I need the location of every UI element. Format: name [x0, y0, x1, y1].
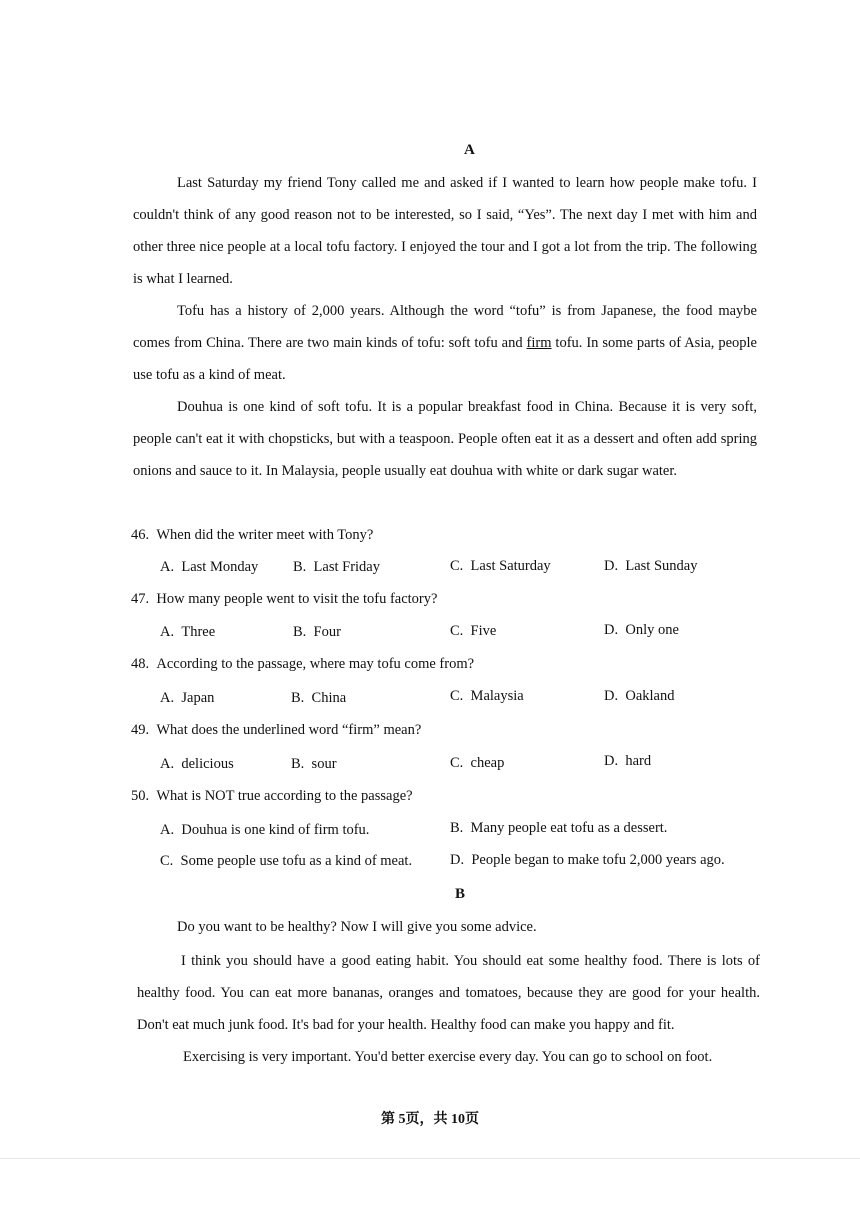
option-a: A. Last Monday [160, 559, 259, 575]
option-b: B. Four [293, 624, 341, 640]
option-d: D. Only one [604, 622, 679, 638]
question-number: 49. [131, 722, 150, 738]
option-c: C. Last Saturday [450, 558, 551, 574]
question-text: How many people went to visit the tofu factory? [156, 591, 438, 607]
question-text: According to the passage, where may tofu come from? [156, 656, 475, 672]
option-c: C. Five [450, 623, 497, 639]
option-a: A. Three [160, 624, 216, 640]
option-c: C. Malaysia [450, 688, 524, 704]
question-number: 47. [131, 591, 150, 607]
option-d: D. Oakland [604, 688, 675, 704]
option-a: A. delicious [160, 756, 234, 772]
passage-a-paragraph-3: Douhua is one kind of soft tofu. It is a popular breakfast food in China. Because it is very soft, people can't eat it with chopsticks, but with a teaspoon. People often eat it as a dessert and often add spring onions and sauce to it. In Malaysia, people usually eat douhua with white or dark sugar water. [133, 399, 757, 479]
bottom-divider [0, 1158, 860, 1159]
question-text: What is NOT true according to the passage? [156, 788, 413, 804]
option-d: D. hard [604, 753, 652, 769]
section-a-heading: A [464, 142, 475, 158]
option-c: C. Some people use tofu as a kind of meat. [160, 853, 413, 869]
passage-b-paragraph-3: Exercising is very important. You'd better exercise every day. You can go to school on foot. [183, 1049, 713, 1065]
option-b: B. Many people eat tofu as a dessert. [450, 820, 668, 836]
question-number: 48. [131, 656, 150, 672]
option-b: B. Last Friday [293, 559, 380, 575]
passage-a-paragraph-1: Last Saturday my friend Tony called me and asked if I wanted to learn how people make tofu. I couldn't think of any good reason not to be interested, so I said, “Yes”. The next day I met with him and other three nice people at a local tofu factory. I enjoyed the tour and I got a lot from the trip. The following is what I learned. [133, 175, 757, 287]
question-text: What does the underlined word “firm” mean? [156, 722, 422, 738]
option-a: A. Douhua is one kind of firm tofu. [160, 822, 370, 838]
question-number: 50. [131, 788, 150, 804]
passage-b-paragraph-1: Do you want to be healthy? Now I will give you some advice. [177, 919, 537, 935]
option-d: D. Last Sunday [604, 558, 698, 574]
question-number: 46. [131, 527, 150, 543]
passage-b-paragraph-2: I think you should have a good eating habit. You should eat some healthy food. There is lots of healthy food. You can eat more bananas, oranges and tomatoes, because they are good for your health. Don't eat much junk food. It's bad for your health. Healthy food can make you happy and fit. [137, 953, 760, 1033]
underlined-word-firm: firm [526, 335, 552, 351]
passage-a-paragraph-2: Tofu has a history of 2,000 years. Although the word “tofu” is from Japanese, the food maybe comes from China. There are two main kinds of tofu: soft tofu and firm tofu. In some parts of Asia, people use tofu as a kind of meat. [133, 303, 757, 383]
question-text: When did the writer meet with Tony? [156, 527, 374, 543]
option-a: A. Japan [160, 690, 215, 706]
option-b: B. sour [291, 756, 337, 772]
page-footer: 第 5页，共 10页 [381, 1112, 479, 1127]
option-d: D. People began to make tofu 2,000 years ago. [450, 852, 725, 868]
section-b-heading: B [455, 886, 466, 902]
option-b: B. China [291, 690, 347, 706]
option-c: C. cheap [450, 755, 505, 771]
